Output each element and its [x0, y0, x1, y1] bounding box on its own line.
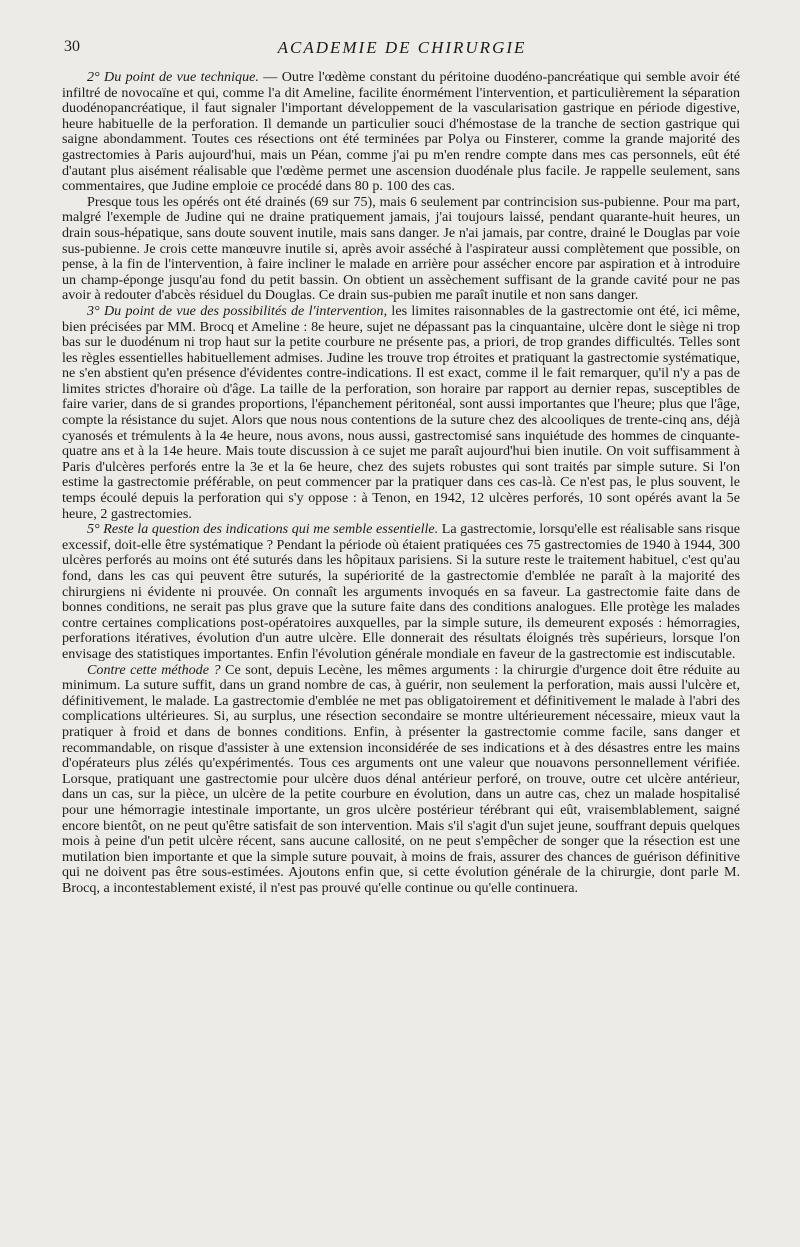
- paragraph: [62, 195, 740, 304]
- body-text: [62, 70, 740, 896]
- paragraph-lead: 2° Du point de vue technique.: [87, 69, 259, 85]
- paragraph-text: — Outre l'œdème constant du péritoine duodéno-pancréatique qui semble avoir été infiltré de novocaïne et qui, comme l'a dit Ameline, facilite énormément l'intervention, et particulièrement la séparation duodénopancréatique, il faut signaler l'important développement de la vascularisation gastrique en période digestive, heure habituelle de la perforation. Il demande un particulier souci d'hémostase de la tranche de section gastrique qui saigne abondamment. Toutes ces résections ont été terminées par Polya ou Finsterer, comme la grande majorité des gastrectomies à Paris aujourd'hui, mais un Péan, comme j'ai pu m'en rendre compte dans mes cas personnels, eût été d'autant plus aisément réalisable que l'œdème permet une ascension duodénale plus facile. Je rappelle seulement, sans commentaires, que Judine emploie ce procédé dans 80 p. 100 des cas.: [62, 69, 740, 195]
- paragraph-lead: 3° Du point de vue des possibilités de l'intervention,: [87, 302, 388, 319]
- paragraph: [62, 663, 740, 897]
- page-header: [64, 38, 740, 66]
- paragraph-text: Presque tous les opérés ont été drainés (69 sur 75), mais 6 seulement par contrincision sus-pubienne. Pour ma part, malgré l'exemple de Judine qui ne draine pratiquement jamais, j'ai toujours laissé, pendant quarante-huit heures, un drain sous-hépatique, sans doute souvent inutile, mais sans danger. Je n'ai jamais, par contre, drainé le Douglas par voie sus-pubienne. Je crois cette manœuvre inutile si, après avoir asséché à l'aspirateur aussi complètement que possible, on pense, à la fin de l'intervention, à faire incliner le malade en arrière pour assécher encore par aspiration et à introduire un champ-éponge jusqu'au fond du petit bassin. On obtient un assèchement suffisant de la grande cavité pour ne pas avoir à redouter d'abcès résiduel du Douglas. Ce drain sus-pubien me paraît inutile et non sans danger.: [62, 193, 740, 304]
- paragraph-text: Ce sont, depuis Lecène, les mêmes arguments : la chirurgie d'urgence doit être réduite au minimum. La suture suffit, dans un grand nombre de cas, à guérir, non seulement la perforation, mais aussi l'ulcère et, définitivement, le malade. La gastrectomie d'emblée ne met pas obligatoirement et définitivement le malade à l'abri des complications ultérieures. Si, au surplus, une résection secondaire se montre ultérieurement nécessaire, mieux vaut la pratiquer à froid et dans de bonnes conditions. Enfin, à présenter la gastrectomie comme facile, sans danger et recommandable, on risque d'assister à une extension inconsidérée de ses indications et à des désastres entre les mains d'opérateurs plus zélés qu'expérimentés. Tous ces arguments ont une valeur que nouavons personnellement vérifiée. Lorsque, pratiquant une gastrectomie pour ulcère duos dénal antérieur perforé, on trouve, outre cet ulcère antérieur, dans un cas, sur la pièce, un ulcère de la petite courbure en évolution, dans un autre cas, chez un malade hospitalisé pour une hémorragie intestinale importante, un gros ulcère postérieur térébrant qui eût, vraisemblablement, saigné encore bientôt, on ne peut qu'être satisfait de son intervention. Mais s'il s'agit d'un sujet jeune, souffrant depuis quelques mois à peine d'un petit ulcère récent, sans aucune callosité, on ne peut s'empêcher de songer que la résection est une mutilation bien importante et que la simple suture pouvait, à moins de frais, assurer des chances de guérison définitive qui ne doivent pas être sous-estimées. Ajoutons enfin que, si cette évolution générale de la chirurgie, dont parle M. Brocq, a incontestablement existé, il n'est pas prouvé qu'elle continue ou qu'elle continuera.: [62, 661, 740, 896]
- paragraph: [62, 522, 740, 662]
- paragraph: [62, 70, 740, 195]
- paragraph-lead: Contre cette méthode ?: [87, 661, 221, 678]
- paragraph-lead: 5° Reste la question des indications qui me semble essentielle.: [87, 521, 439, 538]
- paragraph-text: La gastrectomie, lorsqu'elle est réalisable sans risque excessif, doit-elle être systématique ? Pendant la période où étaient pratiquées ces 75 gastrectomies de 1940 à 1944, 300 ulcères perforés au moins ont été suturés dans les hôpitaux parisiens. Si la suture reste le traitement habituel, c'est qu'au fond, dans les cas qui peuvent être suturés, la supériorité de la gastrectomie d'emblée ne paraît à la majorité des chirurgiens ni évidente ni prouvée. On connaît les arguments invoqués en sa faveur. La gastrectomie faite dans de bonnes conditions, ne serait pas plus grave que la suture faite dans des conditions analogues. Elle protège les malades contre certaines complications post-opératoires auxquelles, par la simple suture, ils demeurent exposés : hémorragies, perforations itératives, évolution d'un autre ulcère. Elle donnerait des résultats éloignés très supérieurs, lorsque l'on envisage des statistiques importantes. Enfin l'évolution générale mondiale en faveur de la gastrectomie est indiscutable.: [62, 521, 740, 662]
- running-head: ACADEMIE DE CHIRURGIE: [277, 38, 527, 57]
- paragraph-text: les limites raisonnables de la gastrectomie ont été, ici même, bien précisées par MM. Brocq et Ameline : 8e heure, sujet ne dépassant pas la cinquantaine, ulcère dont le siège ni trop bas sur le duodénum ni trop haut sur la petite courbure ne présente pas, a priori, de trop grandes difficultés. Telles sont les règles essentielles habituellement admises. Judine les trouve trop étroites et pratiquant la gastrectomie systématique, ne s'en abstient qu'en présence d'évidentes contre-indications. Il est exact, comme il le fait remarquer, qu'il n'y a pas de limites strictes d'horaire où d'âge. La taille de la perforation, son horaire par rapport au dernier repas, susceptibles de faire varier, dans de si grandes proportions, l'épanchement péritonéal, sont aussi importantes que l'heure; plus que l'âge, compte la résistance du sujet. Alors que nous nous contentions de la suture chez des alcooliques de trente-cinq ans, déjà cyanosés et trémulents à la 4e heure, nous avons, nous aussi, gastrectomisé sans inquiétude des hommes de cinquante-quatre ans et à la 14e heure. Mais toute discussion à ce sujet me paraît aujourd'hui bien inutile. On voit suffisamment à Paris d'ulcères perforés entre la 3e et la 6e heure, chez des sujets robustes qui sont traités par simple suture. Si l'on estime la gastrectomie préférable, on peut commencer par la pratiquer dans ces cas-là. Ce n'est pas, le plus souvent, le temps écoulé depuis la perforation qui s'y oppose : à Tenon, en 1942, 12 ulcères perforés, 10 sont opérés avant la 5e heure, 2 gastrectomies.: [62, 302, 740, 522]
- paragraph: [62, 304, 740, 522]
- page-number: 30: [64, 38, 80, 55]
